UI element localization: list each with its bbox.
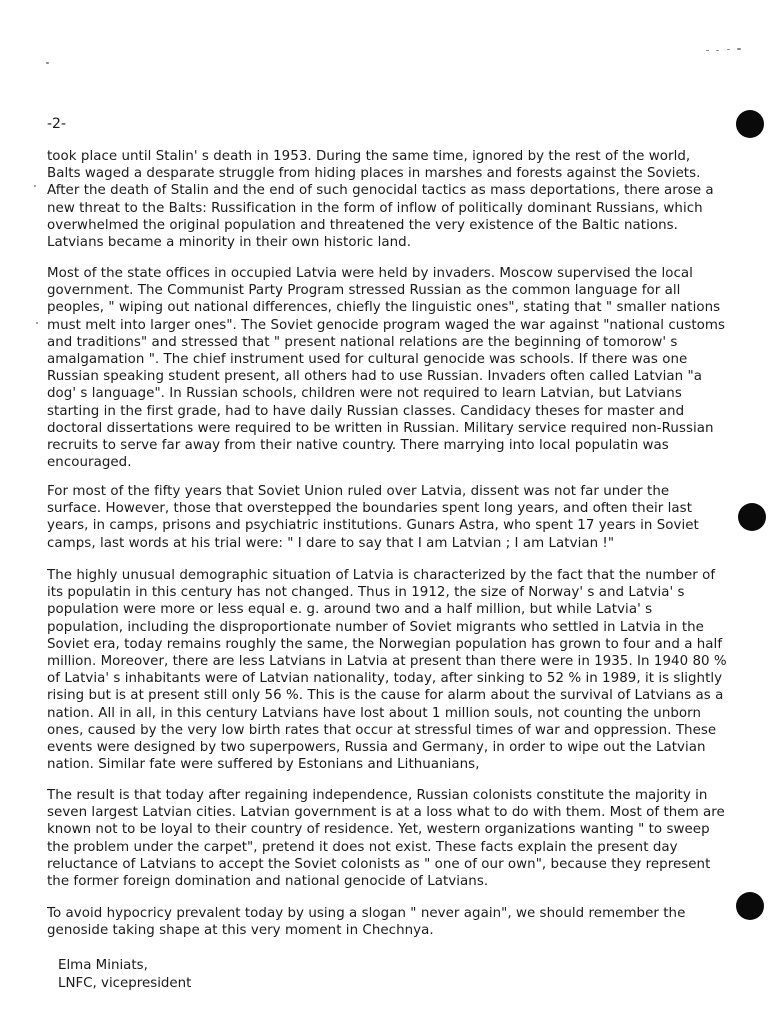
scan-speck: [46, 62, 49, 64]
punch-hole-bottom: [736, 892, 764, 920]
punch-hole-top: [736, 110, 764, 138]
paragraph-5: The result is that today after regaining independence, Russian colonists constitute the majority in seven largest Latvian cities. Latvian government is at a loss what to do with them. Most of them are known not to be loyal to their country of residence. Yet, western organizations wanting " to sweep the problem under the carpet", pretend it does not exist. These facts explain the present day reluctance of Latvians to accept the Soviet colonists as " one of our own", because they represent the former foreign domination and national genocide of Latvians.: [47, 788, 725, 890]
scan-speck: [716, 50, 719, 51]
scan-speck: [36, 322, 38, 324]
scan-speck: [706, 50, 709, 51]
page-number: -2-: [47, 116, 67, 132]
paragraph-3: For most of the fifty years that Soviet Union ruled over Latvia, dissent was not far under the surface. However, those that overstepped the boundaries spent long years, and often their last years, in camps, prisons and psychiatric institutions. Gunars Astra, who spent 17 years in Soviet camps, last words at his trial were: " I dare to say that I am Latvian ; I am Latvian !": [47, 484, 699, 551]
signature-block: [58, 957, 191, 992]
scan-speck: [727, 49, 730, 50]
signature-title: LNFC, vicepresident: [58, 975, 192, 991]
paragraph-6: To avoid hypocricy prevalent today by using a slogan " never again", we should remember the genoside taking shape at this very moment in Chechnya.: [47, 906, 686, 939]
punch-hole-middle: [738, 503, 766, 531]
paragraph-1: took place until Stalin' s death in 1953. During the same time, ignored by the rest of the world, Balts waged a desparate struggle from hiding places in marshes and forests against the Soviets. After the death of Stalin and the end of such genocidal tactics as mass deportations, there arose a new threat to the Balts: Russification in the form of inflow of politically dominant Russians, which overwhelmed the original population and threatened the very existence of the Baltic nations. Latvians became a minority in their own historic land.: [47, 149, 714, 251]
paragraph-4: The highly unusual demographic situation of Latvia is characterized by the fact that the number of its populatin in this century has not changed. Thus in 1912, the size of Norway' s and Latvia' s population were more or less equal e. g. around two and a half million, but while Latvia' s population, including the disproportionate number of Soviet migrants who settled in Latvia in the Soviet era, today remains roughly the same, the Norwegian population has grown to four and a half million. Moreover, there are less Latvians in Latvia at present than there were in 1935. In 1940 80 % of Latvia' s inhabitants were of Latvian nationality, today, after sinking to 52 % in 1989, it is slightly rising but is at present still only 56 %. This is the cause for alarm about the survival of Latvians as a nation. All in all, in this century Latvians have lost about 1 million souls, not counting the unborn ones, caused by the very low birth rates that occur at stressful times of war and oppression. These events were designed by two superpowers, Russia and Germany, in order to wipe out the Latvian nation. Similar fate were suffered by Estonians and Lithuanians,: [47, 568, 727, 773]
paragraph-2: Most of the state offices in occupied Latvia were held by invaders. Moscow supervised the local government. The Communist Party Program stressed Russian as the common language for all peoples, " wiping out national differences, chiefly the linguistic ones", stating that " smaller nations must melt into larger ones". The Soviet genocide program waged the war against "national customs and traditions" and stressed that " present national relations are the beginning of tomorow' s amalgamation ". The chief instrument used for cultural genocide was schools. If there was one Russian speaking student present, all others had to use Russian. Invaders often called Latvian "a dog' s language". In Russian schools, children were not required to learn Latvian, but Latvians starting in the first grade, had to have daily Russian classes. Candidacy theses for master and doctoral dissertations were required to be written in Russian. Military service required non-Russian recruits to serve far away from their native country. There marrying into local populatin was encouraged.: [47, 266, 726, 471]
scan-speck: [34, 185, 36, 187]
scan-speck: [737, 48, 741, 50]
signature-name: Elma Miniats,: [58, 958, 148, 973]
